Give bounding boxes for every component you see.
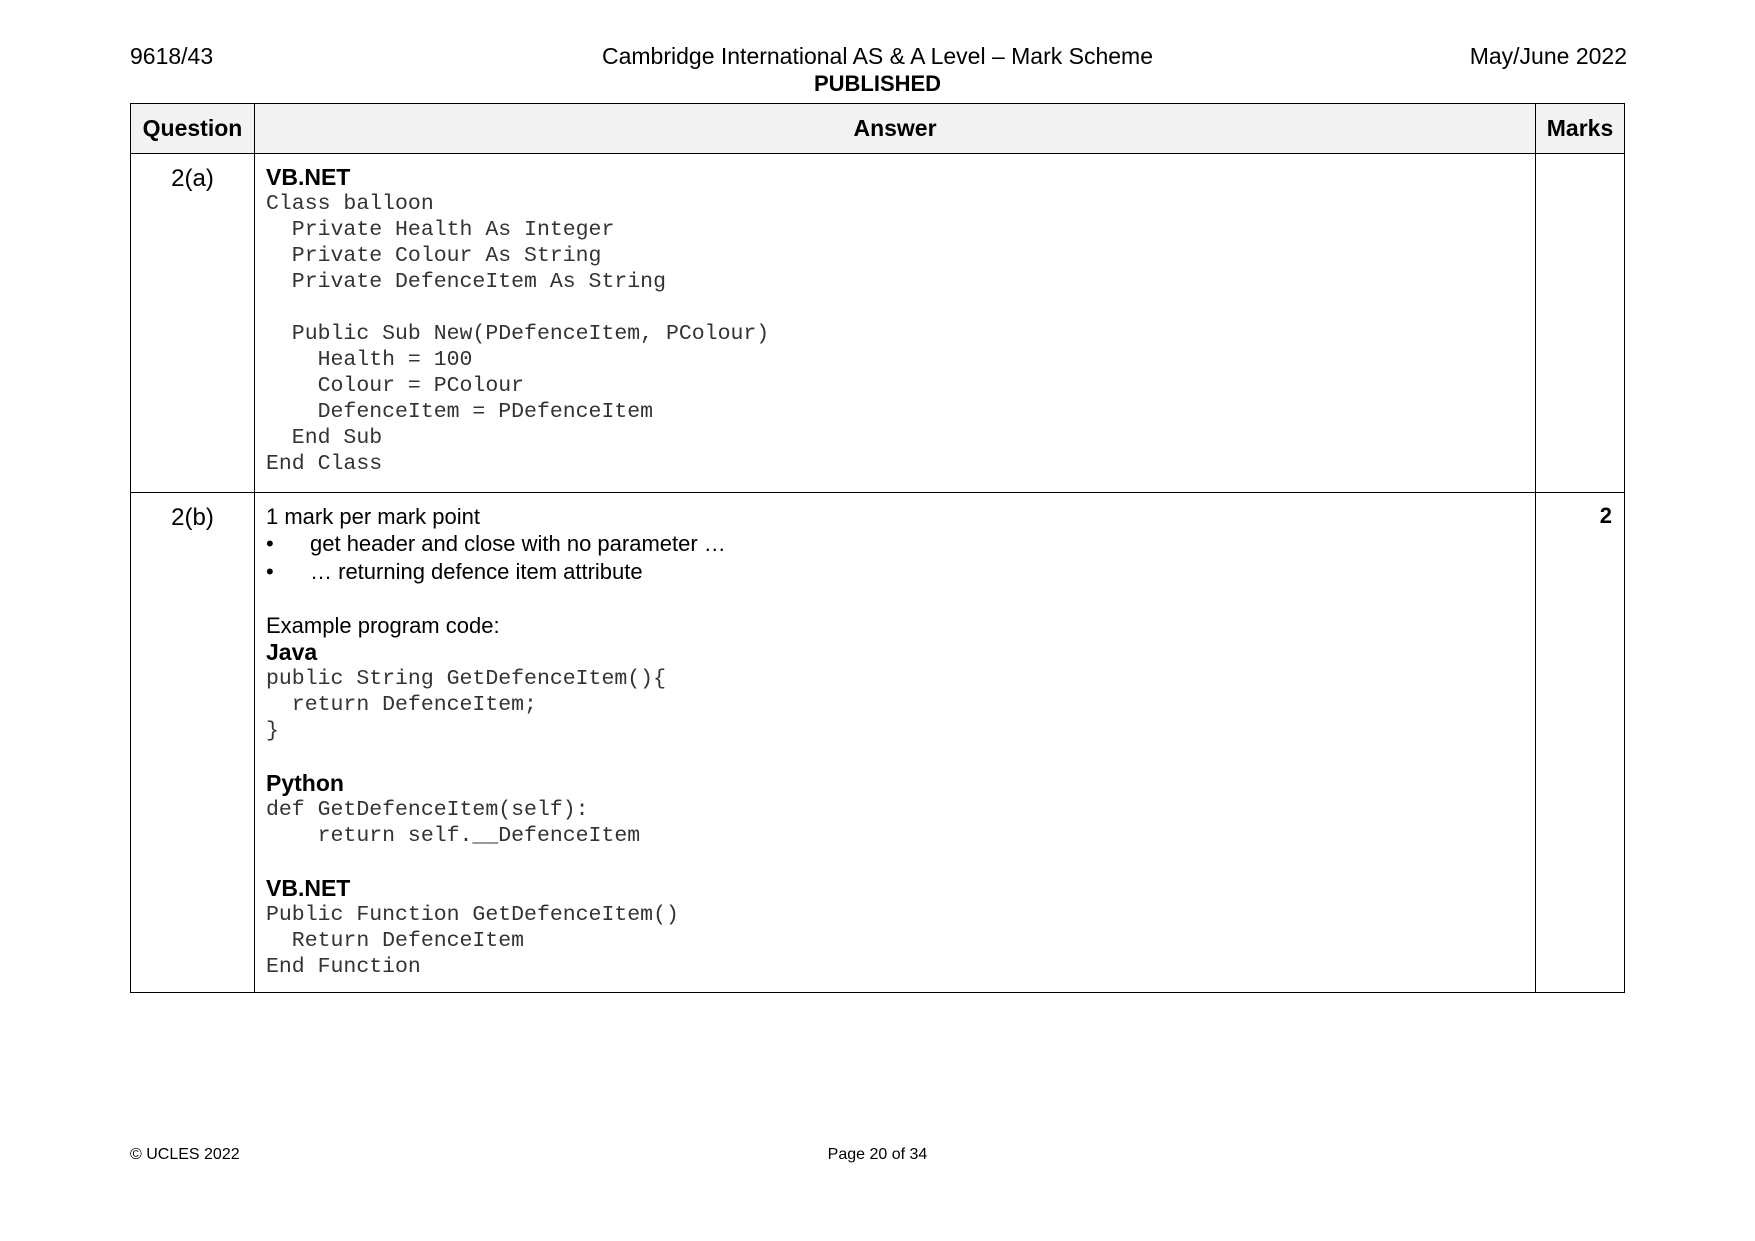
language-heading: VB.NET	[266, 164, 351, 190]
marks-column-header: Marks	[1536, 104, 1625, 154]
question-number: 2(a)	[131, 154, 255, 493]
mark-point-intro: 1 mark per mark point	[266, 504, 480, 529]
title-text: Cambridge International AS & A Level – Mark Scheme	[601, 43, 1154, 69]
answer-cell	[255, 493, 1536, 993]
bullet-icon: •	[266, 559, 274, 584]
exam-session: May/June 2022	[1469, 43, 1627, 69]
published-label: PUBLISHED	[813, 71, 942, 96]
code-block: Class balloon Private Health As Integer Private Colour As String Private DefenceItem As String Public Sub New(PDefenceItem, PColour) Health = 100 Colour = PColour DefenceItem = PDefenceItem End Sub End Class	[266, 192, 770, 476]
table-row	[131, 154, 1625, 493]
mark-point-list	[266, 530, 1525, 586]
list-item-text: get header and close with no parameter …	[310, 531, 726, 556]
table-header-row	[131, 104, 1625, 154]
marks-cell	[1536, 154, 1625, 493]
copyright-notice: © UCLES 2022	[130, 1146, 240, 1163]
mark-scheme-table	[130, 103, 1625, 993]
table-row	[131, 493, 1625, 993]
question-number: 2(b)	[131, 493, 255, 993]
bullet-icon: •	[266, 531, 274, 556]
paper-code: 9618/43	[130, 43, 214, 69]
example-label: Example program code:	[266, 613, 500, 638]
list-item	[266, 558, 1525, 586]
code-block: def GetDefenceItem(self): return self.__DefenceItem	[266, 798, 641, 848]
list-item	[266, 530, 1525, 558]
code-block: Public Function GetDefenceItem() Return DefenceItem End Function	[266, 903, 679, 979]
language-heading: Java	[266, 639, 318, 665]
page-number: Page 20 of 34	[827, 1146, 928, 1163]
list-item-text: … returning defence item attribute	[310, 559, 643, 584]
answer-cell	[255, 154, 1536, 493]
code-block: public String GetDefenceItem(){ return DefenceItem; }	[266, 667, 666, 743]
marks-cell: 2	[1536, 493, 1625, 993]
question-column-header: Question	[131, 104, 255, 154]
answer-column-header: Answer	[255, 104, 1536, 154]
language-heading: VB.NET	[266, 875, 351, 901]
language-heading: Python	[266, 770, 344, 796]
